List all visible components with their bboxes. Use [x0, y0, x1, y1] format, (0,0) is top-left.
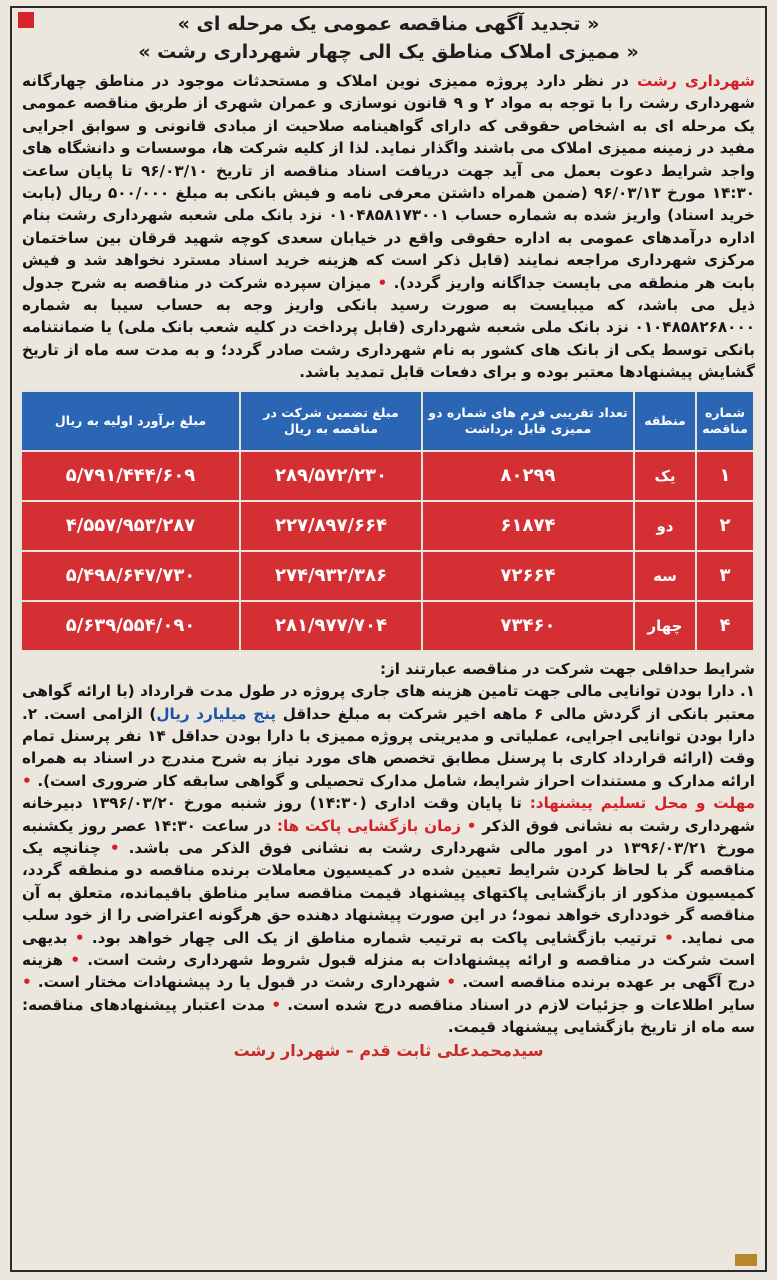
intro-paragraph: [22, 70, 755, 384]
cell-form-count: ۸۰۲۹۹: [422, 451, 634, 501]
ad-title-line2: « ممیزی املاک مناطق یک الی چهار شهرداری رشت »: [138, 41, 639, 63]
tender-table: [20, 390, 755, 652]
cell-region: یک: [634, 451, 696, 501]
intro-lead: شهرداری رشت: [636, 72, 755, 90]
note-item: سایر اطلاعات و جزئیات لازم در اسناد مناقصه درج شده است.: [287, 995, 755, 1014]
bullet-icon: •: [109, 838, 120, 857]
bullet-icon: •: [22, 771, 32, 790]
conditions-highlight: پنج میلیارد ریال: [156, 704, 277, 723]
cell-guarantee: ۲۸۱/۹۷۷/۷۰۴: [240, 601, 422, 651]
bullet-icon: •: [466, 816, 477, 835]
col-form-count: تعداد تقریبی فرم های شماره دو ممیزی قابل برداشت: [422, 391, 634, 451]
bullet-icon: •: [377, 273, 388, 292]
bullet-icon: •: [271, 995, 282, 1014]
note-item: چنانچه یک مناقصه گر با لحاظ کردن شرایط تعیین شده در کمیسیون معاملات برنده مناقصه دو منطقه گردد، کمیسیون مذکور از بازگشایی پاکتهای پیشنهاد قیمت مناقصه سایر مناطق باقیمانده، متعلق به آن مناقصه گر خودداری خواهد نمود؛ در این صورت پیشنهاد دهنده حق هرگونه اعتراضی را از خود سلب می نماید.: [22, 838, 755, 947]
cell-form-count: ۷۲۶۶۴: [422, 551, 634, 601]
cell-number: ۲: [696, 501, 754, 551]
conditions-paragraph: [22, 658, 755, 1039]
col-region: منطقه: [634, 391, 696, 451]
deposit-text: میزان سپرده شرکت در مناقصه به شرح جدول ذیل می باشد، که میبایست به صورت رسید بانکی واریز وجه به حساب سیبا به شماره ۰۱۰۴۸۵۸۲۶۸۰۰۰ نزد بانک ملی شعبه شهرداری (قابل پرداخت در کلیه شعب بانک ملی) یا ضمانتنامه بانکی توسط یکی از بانک های کشور به نام شهرداری رشت صادر گردد؛ و به مدت سه ماه از تاریخ گشایش پیشنهادها معتبر بوده و برای دفعات قابل تمدید باشد.: [22, 273, 755, 382]
ad-title-line1: « تجدید آگهی مناقصه عمومی یک مرحله ای »: [177, 13, 600, 35]
cell-form-count: ۷۳۴۶۰: [422, 601, 634, 651]
cell-region: سه: [634, 551, 696, 601]
cell-guarantee: ۲۲۷/۸۹۷/۶۶۴: [240, 501, 422, 551]
page-marker: [735, 1254, 757, 1266]
signature: سیدمحمدعلی ثابت قدم – شهردار رشت: [233, 1040, 544, 1060]
opening-text: در ساعت ۱۴:۳۰ عصر روز یکشنبه مورخ ۱۳۹۶/۰۳/۲۱ در امور مالی شهرداری رشت به نشانی فوق الذکر می باشد.: [22, 816, 755, 857]
cell-guarantee: ۲۸۹/۵۷۲/۲۳۰: [240, 451, 422, 501]
table-row: [21, 601, 754, 651]
note-item: بدیهی است شرکت در مناقصه و ارائه پیشنهادات به منزله قبول شروط شهرداری رشت است.: [22, 928, 755, 969]
table-row: [21, 501, 754, 551]
note-item: ترتیب بازگشایی پاکت به ترتیب شماره مناطق از یک الی چهار خواهد بود.: [91, 928, 665, 947]
cell-form-count: ۶۱۸۷۴: [422, 501, 634, 551]
cell-estimate: ۵/۷۹۱/۴۴۴/۶۰۹: [21, 451, 240, 501]
cell-guarantee: ۲۷۴/۹۳۲/۳۸۶: [240, 551, 422, 601]
note-item: شهرداری رشت در قبول یا رد پیشنهادات مختار است.: [37, 973, 447, 992]
bullet-icon: •: [74, 928, 85, 947]
conditions-text1: ۱. دارا بودن توانایی مالی جهت تامین هزینه های جاری پروژه در طول مدت قرارداد (با ارائه گواهی معتبر بانکی از گردش مالی ۶ ماهه اخیر شرکت به مبلغ حداقل: [22, 682, 756, 723]
intro-text: در نظر دارد پروژه ممیزی نوین املاک و مستحدثات موجود در مناطق چهارگانه شهرداری رشت را با توجه به مواد ۲ و ۹ قانون نوسازی و عمران شهری از طریق مناقصه عمومی یک مرحله ای به اشخاص حقوقی که دارای گواهینامه صلاحیت از مبادی قانونی و سوابق اجرایی مفید در زمینه ممیزی املاک می باشند واگذار نماید. لذا از کلیه شرکت ها، موسسات و دانشگاه های واجد شرایط دعوت بعمل می آید جهت دریافت اسناد مناقصه از تاریخ ۹۶/۰۳/۱۰ تا پایان ساعت ۱۴:۳۰ مورخ ۹۶/۰۳/۱۳ (ضمن همراه داشتن معرفی نامه و فیش بانکی به مبلغ ۵۰۰/۰۰۰ ریال (بابت خرید اسناد) واریز شده به شماره حساب ۰۱۰۴۸۵۸۱۷۳۰۰۱ نزد بانک ملی شعبه شهرداری رشت بنام اداره درآمدهای عمومی به اداره حقوقی واقع در خیابان سعدی کوچه شهید قرقان بین ساختمان مرکزی شهرداری مراجعه نمایند (قابل ذکر است که هزینه خرید اسناد مسترد نخواهد شد و فیش بابت هر منطقه می بایست جداگانه واریز گردد).: [22, 72, 755, 292]
bullet-icon: •: [446, 973, 457, 992]
note-item: مدت اعتبار پیشنهادهای مناقصه: سه ماه از تاریخ بازگشایی پیشنهاد قیمت.: [22, 995, 755, 1037]
cell-number: ۳: [696, 551, 754, 601]
cell-region: چهار: [634, 601, 696, 651]
opening-label: زمان بازگشایی پاکت ها:: [276, 816, 467, 835]
table-header-row: [21, 391, 754, 451]
cell-number: ۴: [696, 601, 754, 651]
cell-number: ۱: [696, 451, 754, 501]
bullet-icon: •: [70, 950, 81, 969]
bullet-icon: •: [664, 928, 674, 947]
cell-region: دو: [634, 501, 696, 551]
deadline-text: تا پایان وقت اداری (۱۴:۳۰) روز شنبه مورخ ۱۳۹۶/۰۳/۲۰ دبیرخانه شهرداری رشت به نشانی فوق الذکر: [22, 794, 755, 835]
table-row: [21, 451, 754, 501]
table-row: [21, 551, 754, 601]
cell-estimate: ۴/۵۵۷/۹۵۳/۲۸۷: [21, 501, 240, 551]
conditions-intro: شرایط حداقلی جهت شرکت در مناقصه عبارتند از:: [379, 659, 755, 678]
col-estimate: مبلغ برآورد اولیه به ریال: [21, 391, 240, 451]
note-item: هزینه درج آگهی بر عهده برنده مناقصه است.: [22, 950, 755, 992]
col-tender-number: شماره مناقصه: [696, 391, 754, 451]
cell-estimate: ۵/۴۹۸/۶۴۷/۷۳۰: [21, 551, 240, 601]
cell-estimate: ۵/۶۳۹/۵۵۴/۰۹۰: [21, 601, 240, 651]
col-guarantee: مبلغ تضمین شرکت در مناقصه به ریال: [240, 391, 422, 451]
bullet-icon: •: [22, 973, 32, 992]
ad-content: [22, 10, 755, 1060]
deadline-label: مهلت و محل تسلیم پیشنهاد:: [529, 794, 756, 813]
conditions-text2: ) الزامی است. ۲. دارا بودن توانایی اجرایی، عملیاتی و مدیریتی پروژه ممیزی با دارا بودن حداقل ۱۴ نفر پرسنل تمام وقت (ارائه قرارداد کاری با پرسنل مطابق تخصص های مورد نیاز به شرح مندرج در اسناد به همراه ارائه مدارک و مستندات احراز شرایط، شامل مدارک تحصیلی و گواهی سابقه کار ضروری است).: [22, 704, 755, 790]
